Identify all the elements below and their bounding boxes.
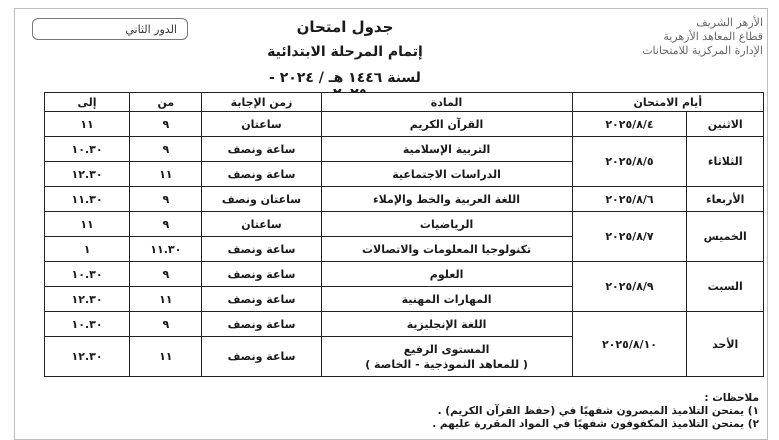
header-duration: زمن الإجابة	[202, 93, 321, 112]
table-row	[45, 112, 764, 137]
day-cell: الأحد	[687, 312, 764, 377]
subject-cell: المهارات المهنية	[321, 287, 572, 312]
table-row	[45, 187, 764, 212]
date-cell: ٢٠٢٥/٨/٦	[572, 187, 687, 212]
to-cell: ١١.٣٠	[45, 187, 130, 212]
from-cell: ٩	[130, 137, 202, 162]
to-cell: ١٢.٣٠	[45, 287, 130, 312]
table-header-row	[45, 93, 764, 112]
from-cell: ٩	[130, 262, 202, 287]
date-cell: ٢٠٢٥/٨/٥	[572, 137, 687, 187]
duration-cell: ساعة ونصف	[202, 337, 321, 377]
notes-heading: ملاحظات :	[704, 392, 759, 404]
duration-cell: ساعتان	[202, 212, 321, 237]
from-cell: ١١	[130, 337, 202, 377]
table-row	[45, 212, 764, 237]
table-row	[45, 137, 764, 162]
subject-cell	[321, 337, 572, 377]
to-cell: ١٢.٣٠	[45, 162, 130, 187]
subject-cell: التربية الإسلامية	[321, 137, 572, 162]
from-cell: ٩	[130, 212, 202, 237]
subject-cell: اللغة الإنجليزية	[321, 312, 572, 337]
duration-cell: ساعة ونصف	[202, 162, 321, 187]
subject-cell: اللغة العربية والخط والإملاء	[321, 187, 572, 212]
table-row	[45, 262, 764, 287]
header-subject: المادة	[321, 93, 572, 112]
to-cell: ١٠.٣٠	[45, 312, 130, 337]
date-cell: ٢٠٢٥/٨/٤	[572, 112, 687, 137]
to-cell: ١١	[45, 112, 130, 137]
notes-section	[432, 392, 759, 431]
day-cell: السبت	[687, 262, 764, 312]
duration-cell: ساعتان ونصف	[202, 187, 321, 212]
note-item-1: ١) يمتحن التلاميذ المبصرون شفهيًا في (حفظ القرآن الكريم) .	[437, 405, 759, 417]
from-cell: ٩	[130, 312, 202, 337]
subject-cell: تكنولوجيا المعلومات والاتصالات	[321, 237, 572, 262]
year-title: لسنة ١٤٤٦ هـ / ٢٠٢٤ -	[269, 70, 421, 86]
exam-schedule-table	[44, 92, 764, 377]
duration-cell: ساعة ونصف	[202, 237, 321, 262]
from-cell: ٩	[130, 112, 202, 137]
subject-cell: القرآن الكريم	[321, 112, 572, 137]
header-to: إلى	[45, 93, 130, 112]
logo-line-1: الأزهر الشريف	[696, 16, 763, 29]
to-cell: ١٠.٣٠	[45, 262, 130, 287]
page-title: جدول امتحان	[296, 18, 394, 36]
day-cell: الخميس	[687, 212, 764, 262]
subject-main: المستوى الرفيع	[403, 342, 490, 356]
note-item-2: ٢) يمتحن التلاميذ المكفوفون شفهيًا في المواد المقررة عليهم .	[432, 418, 759, 430]
duration-cell: ساعة ونصف	[202, 312, 321, 337]
to-cell: ١	[45, 237, 130, 262]
duration-cell: ساعة ونصف	[202, 287, 321, 312]
to-cell: ١١	[45, 212, 130, 237]
day-cell: الاثنين	[687, 112, 764, 137]
round-label-box: الدور الثاني	[32, 18, 188, 40]
from-cell: ١١	[130, 162, 202, 187]
date-cell: ٢٠٢٥/٨/٩	[572, 262, 687, 312]
subject-note: ( للمعاهد النموذجية - الخاصة )	[365, 357, 528, 371]
from-cell: ٩	[130, 187, 202, 212]
logo-line-3: الإدارة المركزية للامتحانات	[642, 44, 763, 57]
to-cell: ١٠.٣٠	[45, 137, 130, 162]
day-cell: الأربعاء	[687, 187, 764, 212]
duration-cell: ساعة ونصف	[202, 137, 321, 162]
duration-cell: ساعتان	[202, 112, 321, 137]
header-from: من	[130, 93, 202, 112]
date-cell: ٢٠٢٥/٨/١٠	[572, 312, 687, 377]
table-row	[45, 312, 764, 337]
day-cell: الثلاثاء	[687, 137, 764, 187]
logo-line-2: قطاع المعاهد الأزهرية	[663, 30, 763, 43]
from-cell: ١١.٣٠	[130, 237, 202, 262]
header-days: أيام الامتحان	[572, 93, 763, 112]
to-cell: ١٢.٣٠	[45, 337, 130, 377]
from-cell: ١١	[130, 287, 202, 312]
duration-cell: ساعة ونصف	[202, 262, 321, 287]
stage-title: إتمام المرحلة الابتدائية	[267, 44, 423, 60]
institution-logo	[563, 16, 763, 58]
subject-cell: الرياضيات	[321, 212, 572, 237]
subject-cell: الدراسات الاجتماعية	[321, 162, 572, 187]
date-cell: ٢٠٢٥/٨/٧	[572, 212, 687, 262]
subject-cell: العلوم	[321, 262, 572, 287]
